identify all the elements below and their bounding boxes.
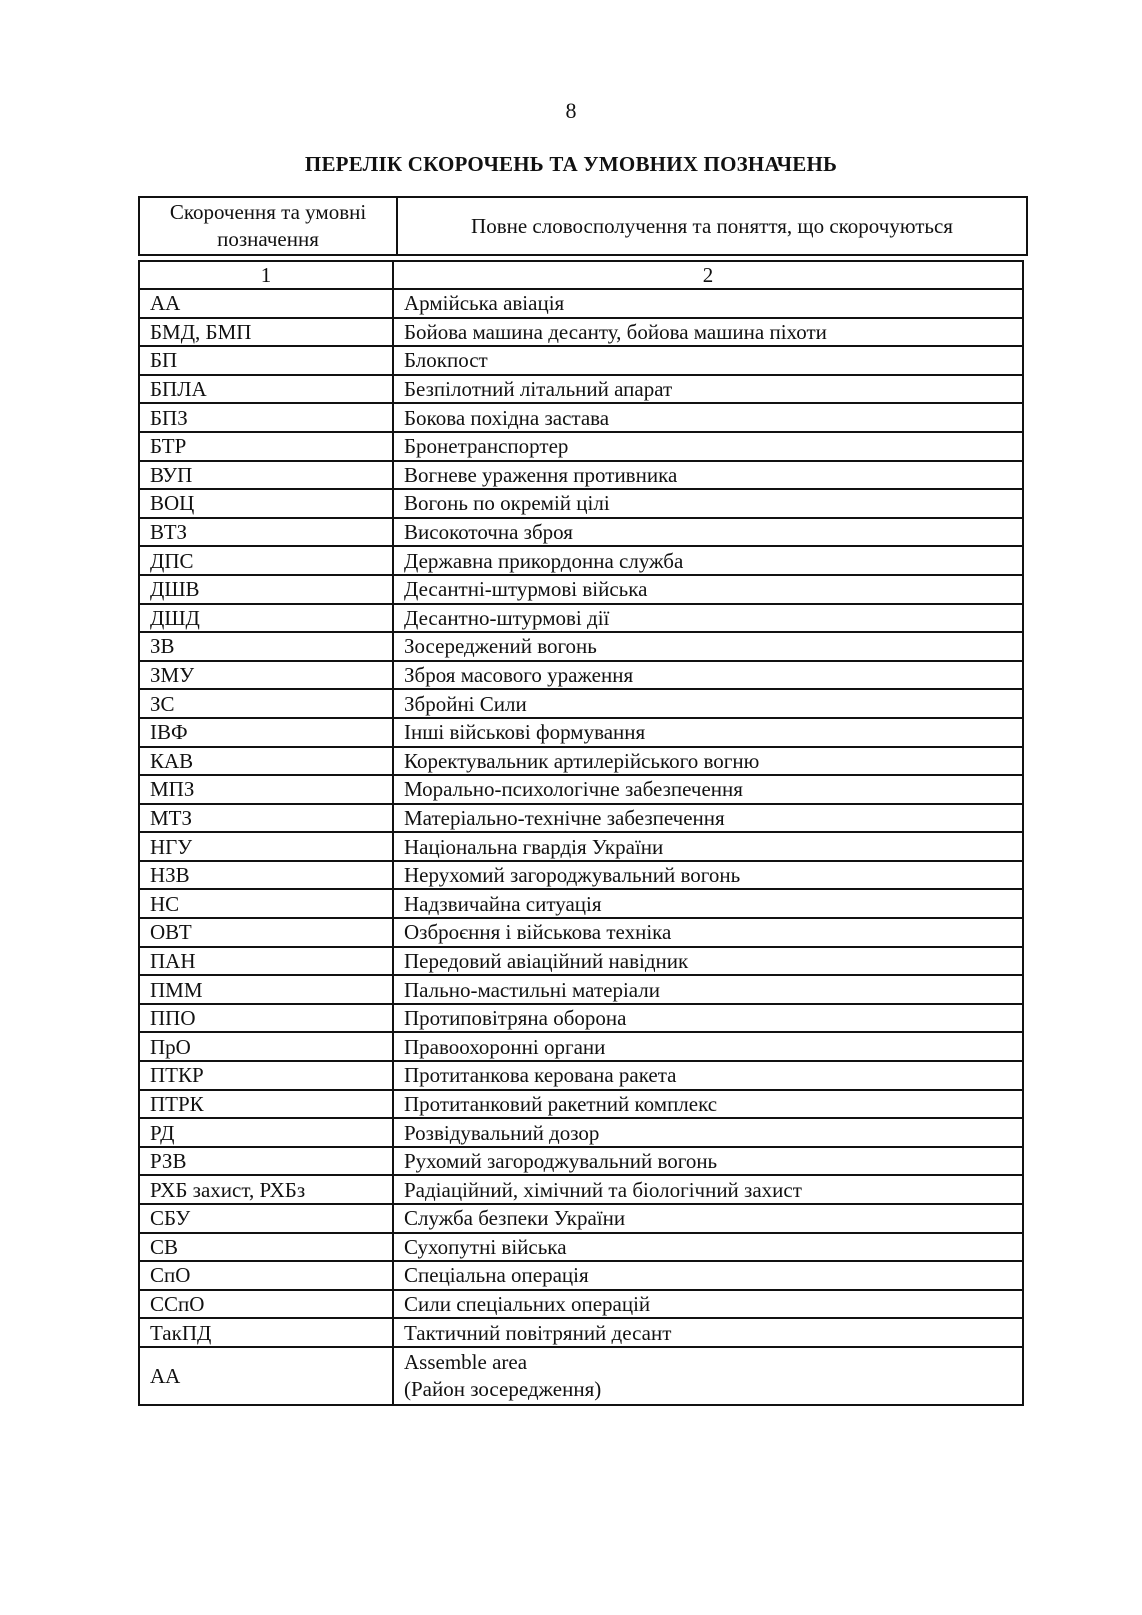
full-name-cell: Бокова похідна застава [393, 403, 1023, 432]
table-row [139, 1147, 1023, 1176]
full-name-cell: Вогонь по окремій цілі [393, 489, 1023, 518]
abbreviation-cell: МПЗ [139, 775, 393, 804]
full-name-cell: Бойова машина десанту, бойова машина піхоти [393, 318, 1023, 347]
table-row [139, 518, 1023, 547]
table-row [139, 975, 1023, 1004]
table-row [139, 1204, 1023, 1233]
abbreviation-cell: БПЛА [139, 375, 393, 404]
full-name-cell: Протитанкова керована ракета [393, 1061, 1023, 1090]
table-body [139, 261, 1023, 1405]
full-name-cell [393, 1347, 1023, 1405]
abbreviation-cell: АА [139, 1347, 393, 1405]
table-row [139, 1318, 1023, 1347]
table-row [139, 546, 1023, 575]
abbreviation-cell: КАВ [139, 747, 393, 776]
abbreviations-table-header [138, 196, 1028, 256]
table-row [139, 775, 1023, 804]
table-row [139, 804, 1023, 833]
table-row [139, 718, 1023, 747]
table-row [139, 1347, 1023, 1405]
abbreviation-cell: ПАН [139, 947, 393, 976]
abbreviation-cell: ЗС [139, 689, 393, 718]
table-row [139, 1290, 1023, 1319]
abbreviation-cell: ДШД [139, 604, 393, 633]
table-row [139, 1090, 1023, 1119]
abbreviation-cell: НЗВ [139, 861, 393, 890]
table-row [139, 918, 1023, 947]
page-title: ПЕРЕЛІК СКОРОЧЕНЬ ТА УМОВНИХ ПОЗНАЧЕНЬ [304, 152, 838, 176]
full-name-cell: Сухопутні війська [393, 1233, 1023, 1262]
full-name-cell: Коректувальник артилерійського вогню [393, 747, 1023, 776]
abbreviation-cell: ДПС [139, 546, 393, 575]
full-name-cell: Пально-мастильні матеріали [393, 975, 1023, 1004]
abbreviation-cell: НС [139, 889, 393, 918]
abbreviation-cell: ПММ [139, 975, 393, 1004]
table-header-row [139, 197, 1027, 255]
full-name-cell: Бронетранспортер [393, 432, 1023, 461]
column-number-1: 1 [139, 261, 393, 289]
table-row [139, 575, 1023, 604]
full-name-cell: Армійська авіація [393, 289, 1023, 318]
abbreviation-cell: ПрО [139, 1032, 393, 1061]
table-row [139, 1261, 1023, 1290]
full-name-cell: Озброєння і військова техніка [393, 918, 1023, 947]
full-name-cell: Державна прикордонна служба [393, 546, 1023, 575]
full-name-cell: Високоточна зброя [393, 518, 1023, 547]
full-name-cell: Нерухомий загороджувальний вогонь [393, 861, 1023, 890]
full-name-cell: Правоохоронні органи [393, 1032, 1023, 1061]
full-name-cell: Передовий авіаційний навідник [393, 947, 1023, 976]
table-row [139, 461, 1023, 490]
abbreviation-cell: БП [139, 346, 393, 375]
abbreviation-cell: СпО [139, 1261, 393, 1290]
abbreviation-cell: РД [139, 1118, 393, 1147]
table-row [139, 1233, 1023, 1262]
full-name-cell: Зброя масового ураження [393, 661, 1023, 690]
abbreviation-cell: ІВФ [139, 718, 393, 747]
full-name-cell: Десантні-штурмові війська [393, 575, 1023, 604]
full-name-cell: Рухомий загороджувальний вогонь [393, 1147, 1023, 1176]
table-row [139, 346, 1023, 375]
abbreviation-cell: ДШВ [139, 575, 393, 604]
full-name-cell: Збройні Сили [393, 689, 1023, 718]
abbreviation-cell: СБУ [139, 1204, 393, 1233]
full-name-cell: Десантно-штурмові дії [393, 604, 1023, 633]
table-row [139, 604, 1023, 633]
table-row [139, 1118, 1023, 1147]
full-name-cell: Зосереджений вогонь [393, 632, 1023, 661]
abbreviations-table [138, 260, 1024, 1406]
abbreviation-cell: АА [139, 289, 393, 318]
table-row [139, 489, 1023, 518]
abbreviation-cell: БМД, БМП [139, 318, 393, 347]
full-name-cell: Надзвичайна ситуація [393, 889, 1023, 918]
full-name-cell: Служба безпеки України [393, 1204, 1023, 1233]
abbreviation-cell: БПЗ [139, 403, 393, 432]
table-row [139, 861, 1023, 890]
table-row [139, 689, 1023, 718]
table-row [139, 889, 1023, 918]
table-row [139, 403, 1023, 432]
full-name-cell: Сили спеціальних операцій [393, 1290, 1023, 1319]
full-name-cell: Інші військові формування [393, 718, 1023, 747]
column-number-row [139, 261, 1023, 289]
full-name-cell: Матеріально-технічне забезпечення [393, 804, 1023, 833]
header-col-full-name: Повне словосполучення та поняття, що скорочуються [397, 197, 1027, 255]
full-name-cell: Морально-психологічне забезпечення [393, 775, 1023, 804]
full-name-cell: Спеціальна операція [393, 1261, 1023, 1290]
full-name-cell: Національна гвардія України [393, 832, 1023, 861]
abbreviation-cell: РХБ захист, РХБз [139, 1175, 393, 1204]
full-name-cell: Розвідувальний дозор [393, 1118, 1023, 1147]
abbreviation-cell: МТЗ [139, 804, 393, 833]
table-row [139, 1061, 1023, 1090]
full-name-cell: Протиповітряна оборона [393, 1004, 1023, 1033]
table-row [139, 1175, 1023, 1204]
abbreviation-cell: БТР [139, 432, 393, 461]
page-number: 8 [565, 98, 577, 123]
abbreviation-cell: ПТКР [139, 1061, 393, 1090]
abbreviation-cell: ЗМУ [139, 661, 393, 690]
abbreviation-cell: РЗВ [139, 1147, 393, 1176]
full-name-cell: Блокпост [393, 346, 1023, 375]
abbreviation-cell: ТакПД [139, 1318, 393, 1347]
header-col-abbreviation: Скорочення та умовні позначення [139, 197, 397, 255]
abbreviation-cell: ЗВ [139, 632, 393, 661]
table-row [139, 1032, 1023, 1061]
table-row [139, 947, 1023, 976]
full-name-cell: Тактичний повітряний десант [393, 1318, 1023, 1347]
full-name-cell: Вогневе ураження противника [393, 461, 1023, 490]
abbreviation-cell: ССпО [139, 1290, 393, 1319]
table-row [139, 747, 1023, 776]
table-row [139, 832, 1023, 861]
abbreviation-cell: НГУ [139, 832, 393, 861]
abbreviation-cell: ВТЗ [139, 518, 393, 547]
full-name-line: Assemble area [404, 1349, 528, 1374]
abbreviation-cell: ОВТ [139, 918, 393, 947]
table-row [139, 432, 1023, 461]
abbreviation-cell: ПТРК [139, 1090, 393, 1119]
full-name-cell: Безпілотний літальний апарат [393, 375, 1023, 404]
table-row [139, 289, 1023, 318]
full-name-cell: Радіаційний, хімічний та біологічний захист [393, 1175, 1023, 1204]
abbreviation-cell: СВ [139, 1233, 393, 1262]
abbreviation-cell: ВУП [139, 461, 393, 490]
table-row [139, 632, 1023, 661]
abbreviation-cell: ВОЦ [139, 489, 393, 518]
abbreviation-cell: ППО [139, 1004, 393, 1033]
table-row [139, 375, 1023, 404]
column-number-2: 2 [393, 261, 1023, 289]
table-row [139, 661, 1023, 690]
full-name-cell: Протитанковий ракетний комплекс [393, 1090, 1023, 1119]
table-row [139, 318, 1023, 347]
table-row [139, 1004, 1023, 1033]
full-name-translation: (Район зосередження) [404, 1376, 602, 1401]
